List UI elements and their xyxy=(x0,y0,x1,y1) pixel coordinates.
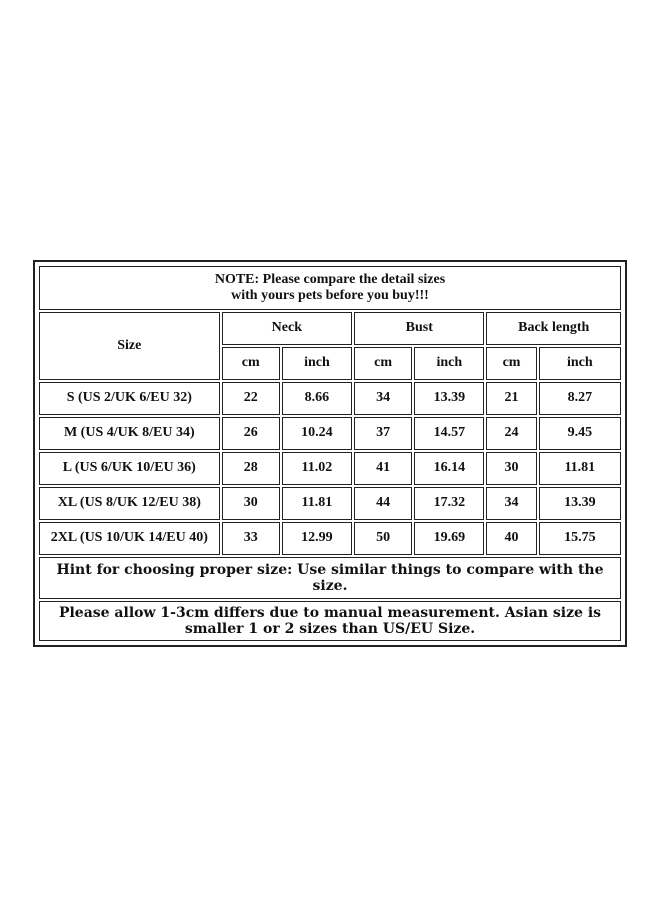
bust-cm-cell: 41 xyxy=(354,452,412,485)
back-inch-cell: 9.45 xyxy=(539,417,621,450)
size-label: L (US 6/UK 10/EU 36) xyxy=(39,452,220,485)
table-row xyxy=(39,522,621,555)
neck-inch-cell: 12.99 xyxy=(282,522,352,555)
unit-header-neck-cm: cm xyxy=(222,347,280,380)
neck-cm-cell: 22 xyxy=(222,382,280,415)
neck-inch-cell: 10.24 xyxy=(282,417,352,450)
size-header: Size xyxy=(39,312,220,380)
size-label: 2XL (US 10/UK 14/EU 40) xyxy=(39,522,220,555)
neck-cm-cell: 28 xyxy=(222,452,280,485)
size-label: M (US 4/UK 8/EU 34) xyxy=(39,417,220,450)
table-row xyxy=(39,382,621,415)
size-label: S (US 2/UK 6/EU 32) xyxy=(39,382,220,415)
bust-cm-cell: 50 xyxy=(354,522,412,555)
bust-header: Bust xyxy=(354,312,484,345)
neck-header: Neck xyxy=(222,312,352,345)
bust-inch-cell: 14.57 xyxy=(414,417,484,450)
neck-inch-cell: 11.02 xyxy=(282,452,352,485)
unit-header-back-cm: cm xyxy=(486,347,536,380)
note-cell xyxy=(39,266,621,310)
bust-inch-cell: 13.39 xyxy=(414,382,484,415)
back-cm-cell: 21 xyxy=(486,382,536,415)
hint-text: Hint for choosing proper size: Use similar things to compare with the size. xyxy=(39,557,621,599)
bust-inch-cell: 19.69 xyxy=(414,522,484,555)
neck-cm-cell: 33 xyxy=(222,522,280,555)
bust-inch-cell: 16.14 xyxy=(414,452,484,485)
back-inch-cell: 11.81 xyxy=(539,452,621,485)
unit-header-bust-inch: inch xyxy=(414,347,484,380)
unit-header-back-inch: inch xyxy=(539,347,621,380)
size-label: XL (US 8/UK 12/EU 38) xyxy=(39,487,220,520)
bust-cm-cell: 37 xyxy=(354,417,412,450)
bust-cm-cell: 44 xyxy=(354,487,412,520)
back-inch-cell: 15.75 xyxy=(539,522,621,555)
neck-inch-cell: 11.81 xyxy=(282,487,352,520)
back-cm-cell: 40 xyxy=(486,522,536,555)
back-cm-cell: 24 xyxy=(486,417,536,450)
back-length-header: Back length xyxy=(486,312,621,345)
table-row xyxy=(39,417,621,450)
neck-cm-cell: 30 xyxy=(222,487,280,520)
allowance-text: Please allow 1-3cm differs due to manual measurement. Asian size is smaller 1 or 2 sizes than US/EU Size. xyxy=(39,601,621,641)
back-cm-cell: 34 xyxy=(486,487,536,520)
back-cm-cell: 30 xyxy=(486,452,536,485)
back-inch-cell: 8.27 xyxy=(539,382,621,415)
bust-inch-cell: 17.32 xyxy=(414,487,484,520)
note-line-1: NOTE: Please compare the detail sizes xyxy=(214,271,446,287)
table-row xyxy=(39,452,621,485)
back-inch-cell: 13.39 xyxy=(539,487,621,520)
bust-cm-cell: 34 xyxy=(354,382,412,415)
unit-header-neck-inch: inch xyxy=(282,347,352,380)
unit-header-bust-cm: cm xyxy=(354,347,412,380)
size-table xyxy=(37,264,623,643)
neck-cm-cell: 26 xyxy=(222,417,280,450)
neck-inch-cell: 8.66 xyxy=(282,382,352,415)
table-row xyxy=(39,487,621,520)
note-line-2: with yours pets before you buy!!! xyxy=(231,288,429,303)
size-chart xyxy=(33,260,627,647)
